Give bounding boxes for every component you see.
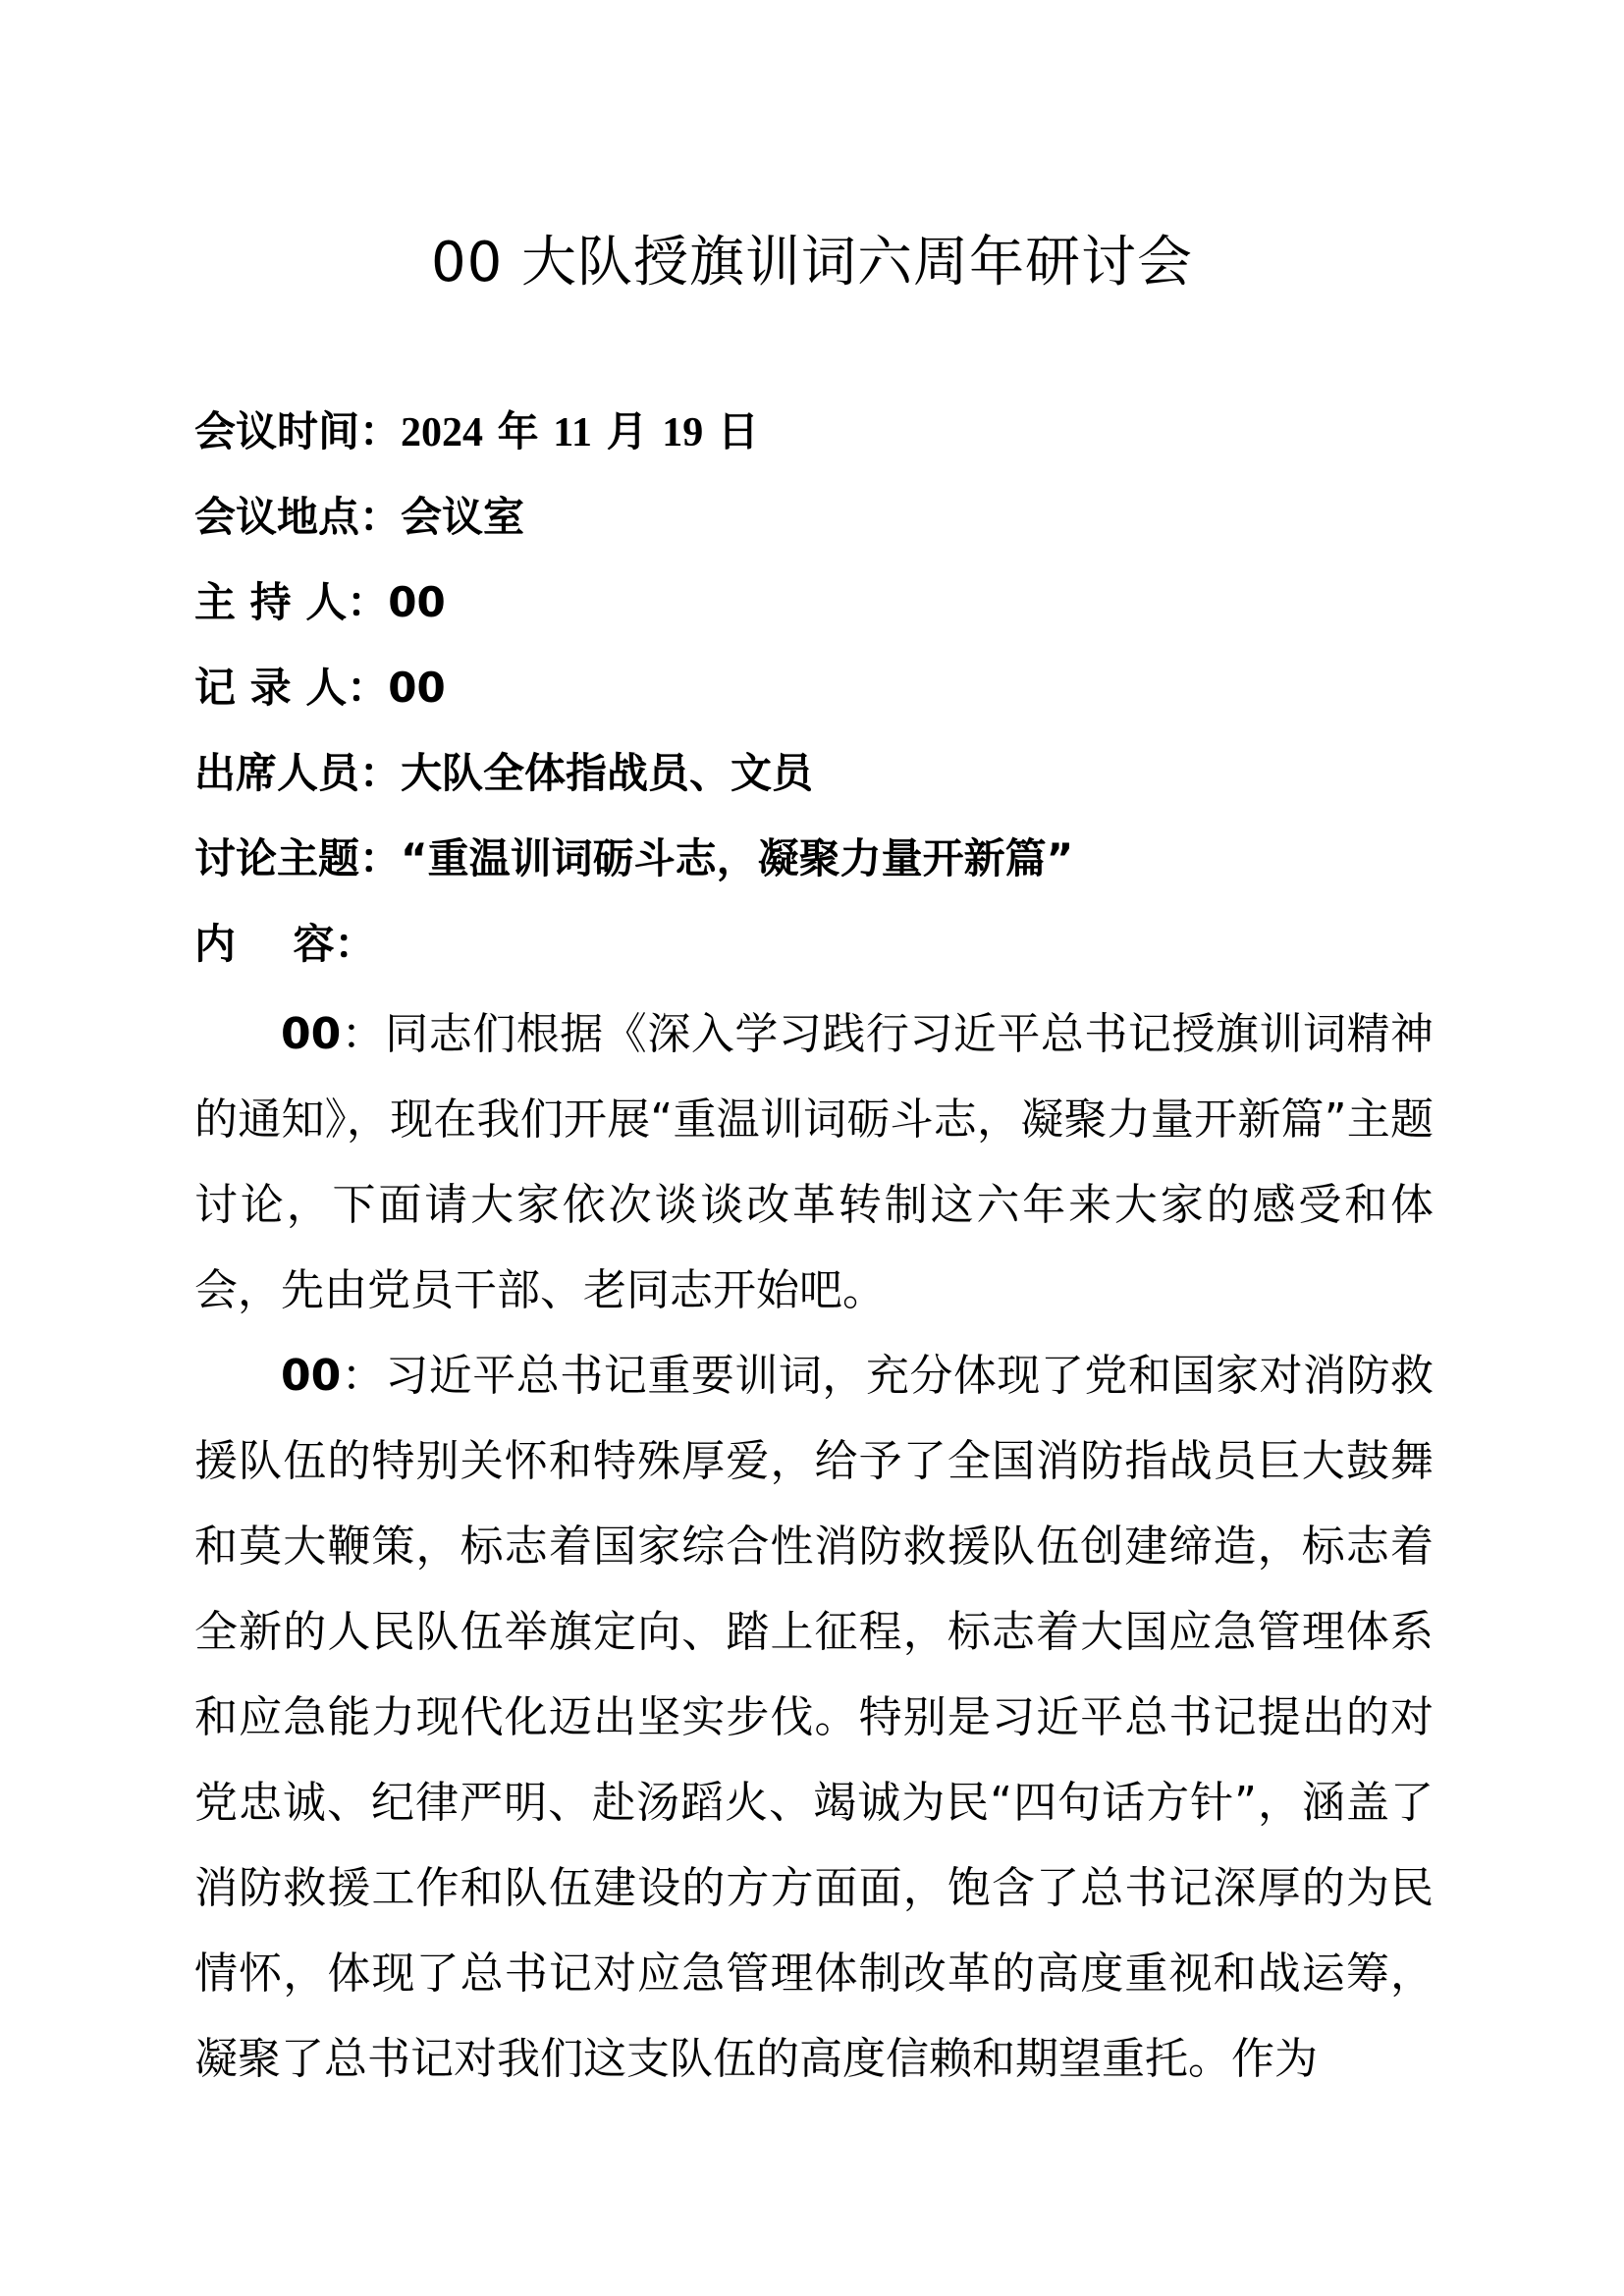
meeting-time-label: 会议时间： <box>194 407 402 455</box>
paragraph-text: ：习近平总书记重要训词，充分体现了党和国家对消防救援队伍的特别关怀和特殊厚爱，给予了全国消防指战员巨大鼓舞和莫大鞭策，标志着国家综合性消防救援队伍创建缔造，标志着全新的人民队伍举旗定向、踏上征程，标志着大国应急管理体系和应急能力现代化迈出坚实步伐。特别是习近平总书记提出的对党忠诚、纪律严明、赴汤蹈火、竭诚为民“四句话方针”，涵盖了消防救援工作和队伍建设的方方面面，饱含了总书记深厚的为民情怀，体现了总书记对应急管理体制改革的高度重视和战运筹，凝聚了总书记对我们这支队伍的高度信赖和期望重托。作为 <box>194 1351 1434 2084</box>
page-title: 00 大队授旗训词六周年研讨会 <box>430 231 1194 294</box>
paragraph-1 <box>194 991 1434 1333</box>
paragraph-2 <box>194 1333 1434 2102</box>
meeting-place-label: 会议地点： <box>194 493 402 541</box>
recorder-line <box>194 659 446 718</box>
speaker-name: 00 <box>281 1009 342 1059</box>
host-line <box>194 573 446 632</box>
meeting-content <box>194 991 1434 2102</box>
meeting-place-line <box>194 488 524 547</box>
attendees-label: 出席人员： <box>194 749 402 797</box>
topic-value: “重温训词砺斗志，凝聚力量开新篇” <box>401 834 1074 882</box>
meeting-time-day: 19 <box>662 410 704 455</box>
host-label: 主 持 人： <box>194 578 389 626</box>
meeting-place-value: 会议室 <box>401 493 525 541</box>
meeting-time-year-unit: 年 <box>483 407 554 455</box>
attendees-line <box>194 744 813 803</box>
meeting-time-month: 11 <box>553 410 592 455</box>
attendees-value: 大队全体指战员、文员 <box>401 749 814 797</box>
topic-line <box>194 829 1073 888</box>
recorder-label: 记 录 人： <box>194 664 389 712</box>
meeting-time-month-unit: 月 <box>591 407 663 455</box>
paragraph-text: ：同志们根据《深入学习践行习近平总书记授旗训词精神的通知》，现在我们开展“重温训词砺斗志，凝聚力量开新篇”主题讨论，下面请大家依次谈谈改革转制这六年来大家的感受和体会，先由党员干部、老同志开始吧。 <box>194 1009 1434 1315</box>
meeting-time-year: 2024 <box>401 410 484 455</box>
recorder-value: 00 <box>388 664 446 712</box>
speaker-name: 00 <box>281 1351 342 1401</box>
topic-label: 讨论主题： <box>194 834 402 882</box>
host-value: 00 <box>388 578 446 626</box>
meeting-time-day-unit: 日 <box>703 407 759 455</box>
content-heading: 内 容： <box>194 920 376 968</box>
meeting-time-line <box>194 402 759 462</box>
